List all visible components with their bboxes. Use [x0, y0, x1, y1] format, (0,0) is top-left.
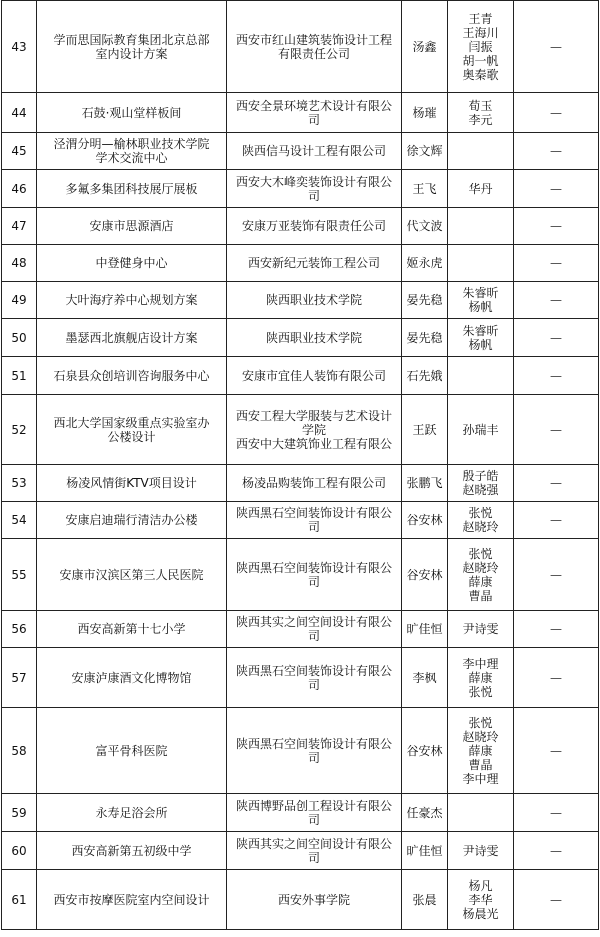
company-name: 西安大木峰奕装饰设计有限公 司 [227, 170, 402, 208]
row-number: 53 [2, 465, 37, 502]
project-name: 安康启迪瑞行清洁办公楼 [37, 502, 227, 539]
project-name: 安康市汉滨区第三人民医院 [37, 539, 227, 611]
team-members: 尹诗雯 [448, 611, 514, 648]
table-row [2, 708, 599, 794]
row-number: 50 [2, 319, 37, 357]
project-name: 安康泸康酒文化博物馆 [37, 648, 227, 708]
lead-designer: 晏先稳 [402, 282, 448, 319]
project-name: 西安市按摩医院室内空间设计 [37, 870, 227, 930]
remark: — [514, 832, 599, 870]
table-row [2, 245, 599, 282]
table-row [2, 170, 599, 208]
team-members: 李中理 薛康 张悦 [448, 648, 514, 708]
row-number: 49 [2, 282, 37, 319]
remark: — [514, 708, 599, 794]
team-members [448, 208, 514, 245]
project-name: 多氟多集团科技展厅展板 [37, 170, 227, 208]
remark: — [514, 208, 599, 245]
company-name: 陕西黑石空间装饰设计有限公 司 [227, 502, 402, 539]
team-members: 王青 王海川 闫振 胡一帆 奥秦歌 [448, 1, 514, 93]
company-name: 陕西信马设计工程有限公司 [227, 133, 402, 170]
lead-designer: 杨璀 [402, 93, 448, 133]
row-number: 52 [2, 395, 37, 465]
team-members: 华丹 [448, 170, 514, 208]
table-row [2, 502, 599, 539]
team-members: 杨凡 李华 杨晨光 [448, 870, 514, 930]
company-name: 西安全景环境艺术设计有限公 司 [227, 93, 402, 133]
team-members [448, 245, 514, 282]
project-name: 西北大学国家级重点实验室办 公楼设计 [37, 395, 227, 465]
company-name: 陕西职业技术学院 [227, 282, 402, 319]
remark: — [514, 170, 599, 208]
row-number: 56 [2, 611, 37, 648]
company-name: 西安市红山建筑装饰设计工程 有限责任公司 [227, 1, 402, 93]
company-name: 陕西其实之间空间设计有限公 司 [227, 611, 402, 648]
lead-designer: 谷安林 [402, 539, 448, 611]
table-row [2, 794, 599, 832]
lead-designer: 徐文辉 [402, 133, 448, 170]
project-name: 富平骨科医院 [37, 708, 227, 794]
table-row [2, 1, 599, 93]
lead-designer: 张晨 [402, 870, 448, 930]
row-number: 43 [2, 1, 37, 93]
table-row [2, 832, 599, 870]
company-name: 安康万亚装饰有限责任公司 [227, 208, 402, 245]
remark: — [514, 465, 599, 502]
company-name: 陕西博野品创工程设计有限公 司 [227, 794, 402, 832]
project-name: 大叶海疗养中心规划方案 [37, 282, 227, 319]
remark: — [514, 319, 599, 357]
table-row [2, 870, 599, 930]
team-members: 张悦 赵晓玲 [448, 502, 514, 539]
awards-table [1, 0, 599, 930]
lead-designer: 王跃 [402, 395, 448, 465]
company-name: 陕西黑石空间装饰设计有限公 司 [227, 708, 402, 794]
lead-designer: 王飞 [402, 170, 448, 208]
row-number: 48 [2, 245, 37, 282]
lead-designer: 旷佳恒 [402, 832, 448, 870]
row-number: 45 [2, 133, 37, 170]
lead-designer: 晏先稳 [402, 319, 448, 357]
row-number: 44 [2, 93, 37, 133]
team-members [448, 133, 514, 170]
team-members: 朱睿昕 杨帆 [448, 319, 514, 357]
row-number: 59 [2, 794, 37, 832]
table-row [2, 357, 599, 395]
company-name: 陕西职业技术学院 [227, 319, 402, 357]
table-row [2, 395, 599, 465]
row-number: 58 [2, 708, 37, 794]
lead-designer: 张鹏飞 [402, 465, 448, 502]
remark: — [514, 648, 599, 708]
row-number: 54 [2, 502, 37, 539]
project-name: 学而思国际教育集团北京总部 室内设计方案 [37, 1, 227, 93]
row-number: 46 [2, 170, 37, 208]
row-number: 51 [2, 357, 37, 395]
remark: — [514, 870, 599, 930]
team-members: 荀玉 李元 [448, 93, 514, 133]
team-members: 张悦 赵晓玲 薛康 曹晶 李中理 [448, 708, 514, 794]
table-row [2, 465, 599, 502]
project-name: 石泉县众创培训咨询服务中心 [37, 357, 227, 395]
team-members [448, 794, 514, 832]
lead-designer: 任豪杰 [402, 794, 448, 832]
lead-designer: 汤鑫 [402, 1, 448, 93]
company-name: 陕西黑石空间装饰设计有限公 司 [227, 539, 402, 611]
company-name: 陕西黑石空间装饰设计有限公 司 [227, 648, 402, 708]
project-name: 杨凌风情街KTV项目设计 [37, 465, 227, 502]
remark: — [514, 539, 599, 611]
company-name: 西安新纪元装饰工程公司 [227, 245, 402, 282]
project-name: 泾渭分明—榆林职业技术学院 学术交流中心 [37, 133, 227, 170]
table-row [2, 133, 599, 170]
remark: — [514, 502, 599, 539]
lead-designer: 姬永虎 [402, 245, 448, 282]
remark: — [514, 611, 599, 648]
company-name: 杨凌品购装饰工程有限公司 [227, 465, 402, 502]
team-members: 张悦 赵晓玲 薛康 曹晶 [448, 539, 514, 611]
row-number: 55 [2, 539, 37, 611]
project-name: 西安高新第十七小学 [37, 611, 227, 648]
company-name: 西安外事学院 [227, 870, 402, 930]
row-number: 61 [2, 870, 37, 930]
row-number: 60 [2, 832, 37, 870]
remark: — [514, 357, 599, 395]
lead-designer: 旷佳恒 [402, 611, 448, 648]
team-members [448, 357, 514, 395]
table-row [2, 282, 599, 319]
team-members: 孙瑞丰 [448, 395, 514, 465]
project-name: 中登健身中心 [37, 245, 227, 282]
lead-designer: 李枫 [402, 648, 448, 708]
team-members: 尹诗雯 [448, 832, 514, 870]
team-members: 朱睿昕 杨帆 [448, 282, 514, 319]
table-row [2, 611, 599, 648]
table-row [2, 208, 599, 245]
remark: — [514, 133, 599, 170]
remark: — [514, 794, 599, 832]
remark: — [514, 1, 599, 93]
project-name: 西安高新第五初级中学 [37, 832, 227, 870]
table-row [2, 319, 599, 357]
project-name: 墨瑟西北旗舰店设计方案 [37, 319, 227, 357]
remark: — [514, 395, 599, 465]
lead-designer: 谷安林 [402, 502, 448, 539]
row-number: 47 [2, 208, 37, 245]
lead-designer: 代文波 [402, 208, 448, 245]
table-row [2, 539, 599, 611]
lead-designer: 石先娥 [402, 357, 448, 395]
company-name: 西安工程大学服装与艺术设计 学院 西安中大建筑饰业工程有限公 [227, 395, 402, 465]
project-name: 永寿足浴会所 [37, 794, 227, 832]
project-name: 石鼓·观山堂样板间 [37, 93, 227, 133]
lead-designer: 谷安林 [402, 708, 448, 794]
company-name: 陕西其实之间空间设计有限公 司 [227, 832, 402, 870]
team-members: 殷子皓 赵晓强 [448, 465, 514, 502]
project-name: 安康市思源酒店 [37, 208, 227, 245]
table-row [2, 93, 599, 133]
company-name: 安康市宜佳人装饰有限公司 [227, 357, 402, 395]
row-number: 57 [2, 648, 37, 708]
remark: — [514, 93, 599, 133]
remark: — [514, 245, 599, 282]
table-row [2, 648, 599, 708]
remark: — [514, 282, 599, 319]
